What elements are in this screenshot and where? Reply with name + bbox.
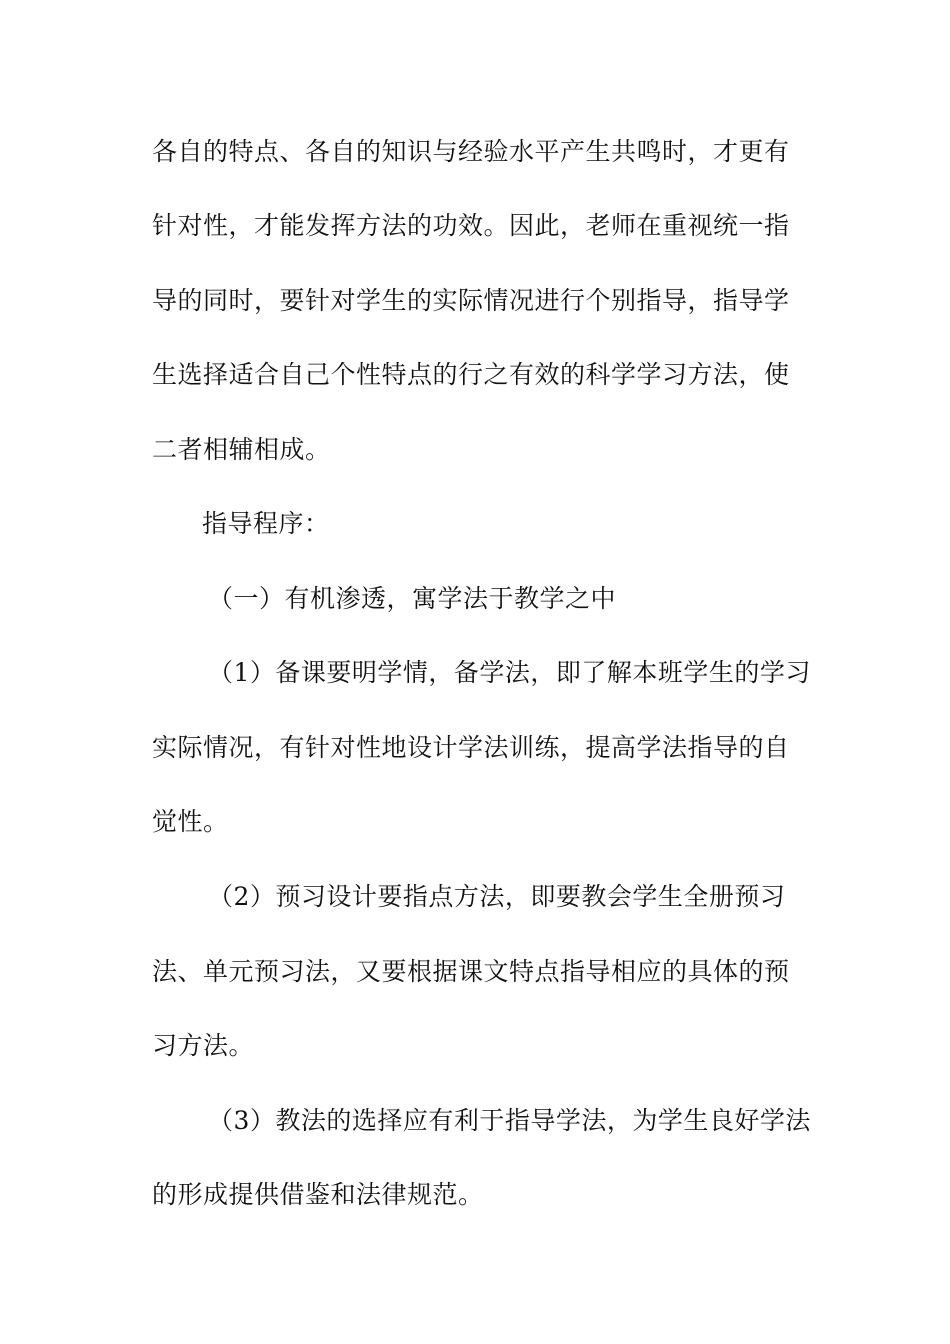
paragraph-line: 导的同时，要针对学生的实际情况进行个别指导，指导学 — [152, 286, 790, 315]
paragraph-line: 二者相辅相成。 — [152, 435, 331, 464]
list-item-line: （1）备课要明学情，备学法，即了解本班学生的学习 — [208, 658, 811, 687]
paragraph-line: 法、单元预习法，又要根据课文特点指导相应的具体的预 — [152, 957, 790, 986]
paragraph-line: 实际情况，有针对性地设计学法训练，提高学法指导的自 — [152, 733, 790, 762]
paragraph-line: 生选择适合自己个性特点的行之有效的科学学习方法，使 — [152, 360, 790, 389]
list-item-line: （3）教法的选择应有利于指导学法，为学生良好学法 — [208, 1106, 811, 1135]
paragraph-line: 各自的特点、各自的知识与经验水平产生共鸣时，才更有 — [152, 137, 790, 166]
paragraph-line: 的形成提供借鉴和法律规范。 — [152, 1180, 484, 1209]
subsection-heading: （一）有机渗透，寓学法于教学之中 — [208, 584, 617, 613]
list-item-line: （2）预习设计要指点方法，即要教会学生全册预习 — [208, 882, 786, 911]
paragraph-line: 习方法。 — [152, 1031, 255, 1060]
paragraph-line: 针对性，才能发挥方法的功效。因此，老师在重视统一指 — [152, 211, 790, 240]
paragraph-line: 觉性。 — [152, 807, 229, 836]
section-heading: 指导程序： — [202, 509, 330, 538]
